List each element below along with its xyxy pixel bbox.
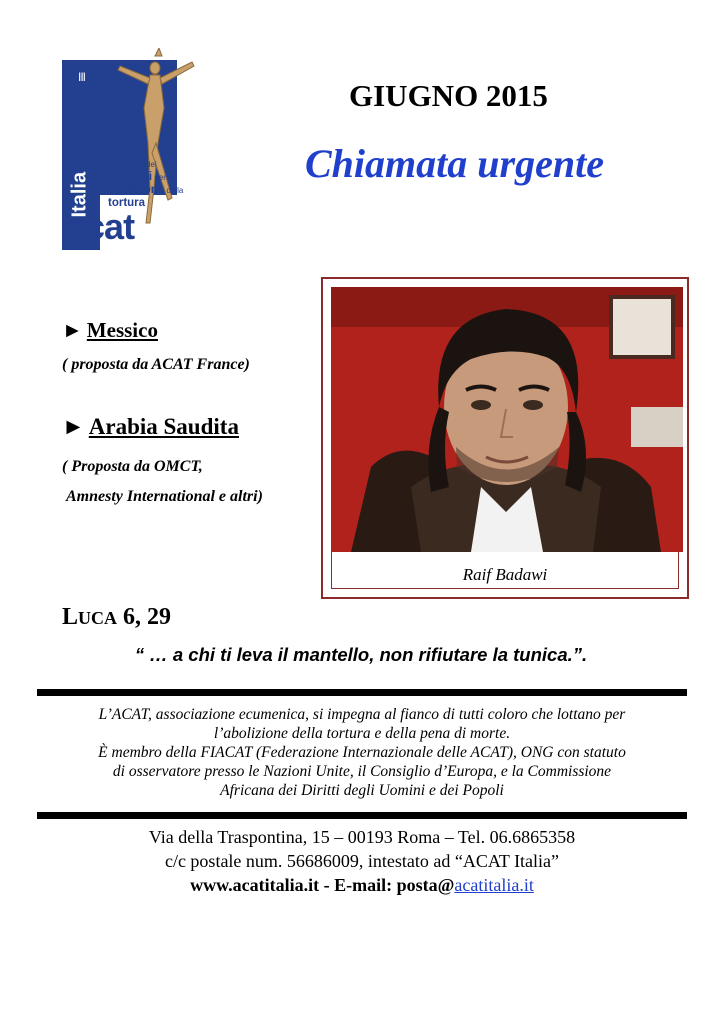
postal-account-line: c/c postale num. 56686009, intestato ad “ACAT Italia” [164,851,560,871]
address-line: Via della Traspontina, 15 – 00193 Roma – Tel. 06.6865358 [148,827,576,847]
verse-quote: “ … a chi ti leva il mantello, non rifiutare la tunica.”. [134,644,588,665]
country-label: Arabia Saudita [88,414,239,439]
logo-tagline: azione dei cristiani per la abolizione della tortura [108,158,184,209]
appeal-proposer-saudi-arabia: ( Proposta da OMCT, Amnesty International e altri) [62,458,263,505]
arrow-right-icon: ► [62,414,85,439]
about-paragraph: L’ACAT, associazione ecumenica, si impegna al fianco di tutti coloro che lottano per l’abolizione della tortura e della pena di morte. È membro della FIACAT (Federazione Internazionale delle ACAT), ONG con statuto di osservatore presso le Nazioni Unite, il Consiglio d’Europa, e la Commissione Africana dei Diritti degli Uomini e dei Popoli [98,706,626,799]
country-label: Messico [86,318,158,342]
verse-reference: LUCA 6, 29 [62,604,172,630]
divider-top [37,689,687,696]
appeal-proposer-mexico: ( proposta da ACAT France) [62,356,250,373]
logo-numerals: III [78,70,86,84]
page-title: Chiamata urgente [305,141,604,186]
portrait-photo [331,287,683,552]
logo-wordmark: acat [66,206,135,247]
arrow-right-icon: ► [62,318,83,342]
web-email-line: www.acatitalia.it - E-mail: posta@acatitalia.it [190,875,534,895]
photo-caption: Raif Badawi [462,565,548,584]
acat-logo [62,48,237,248]
logo-country: Italia [68,171,91,218]
date-heading: GIUGNO 2015 [349,78,548,113]
contact-block [37,825,687,897]
divider-bottom [37,812,687,819]
email-link[interactable]: acatitalia.it [454,875,534,895]
appeal-country-mexico [62,318,158,343]
appeal-country-saudi-arabia [62,414,239,440]
website-text: www.acatitalia.it [190,875,320,895]
